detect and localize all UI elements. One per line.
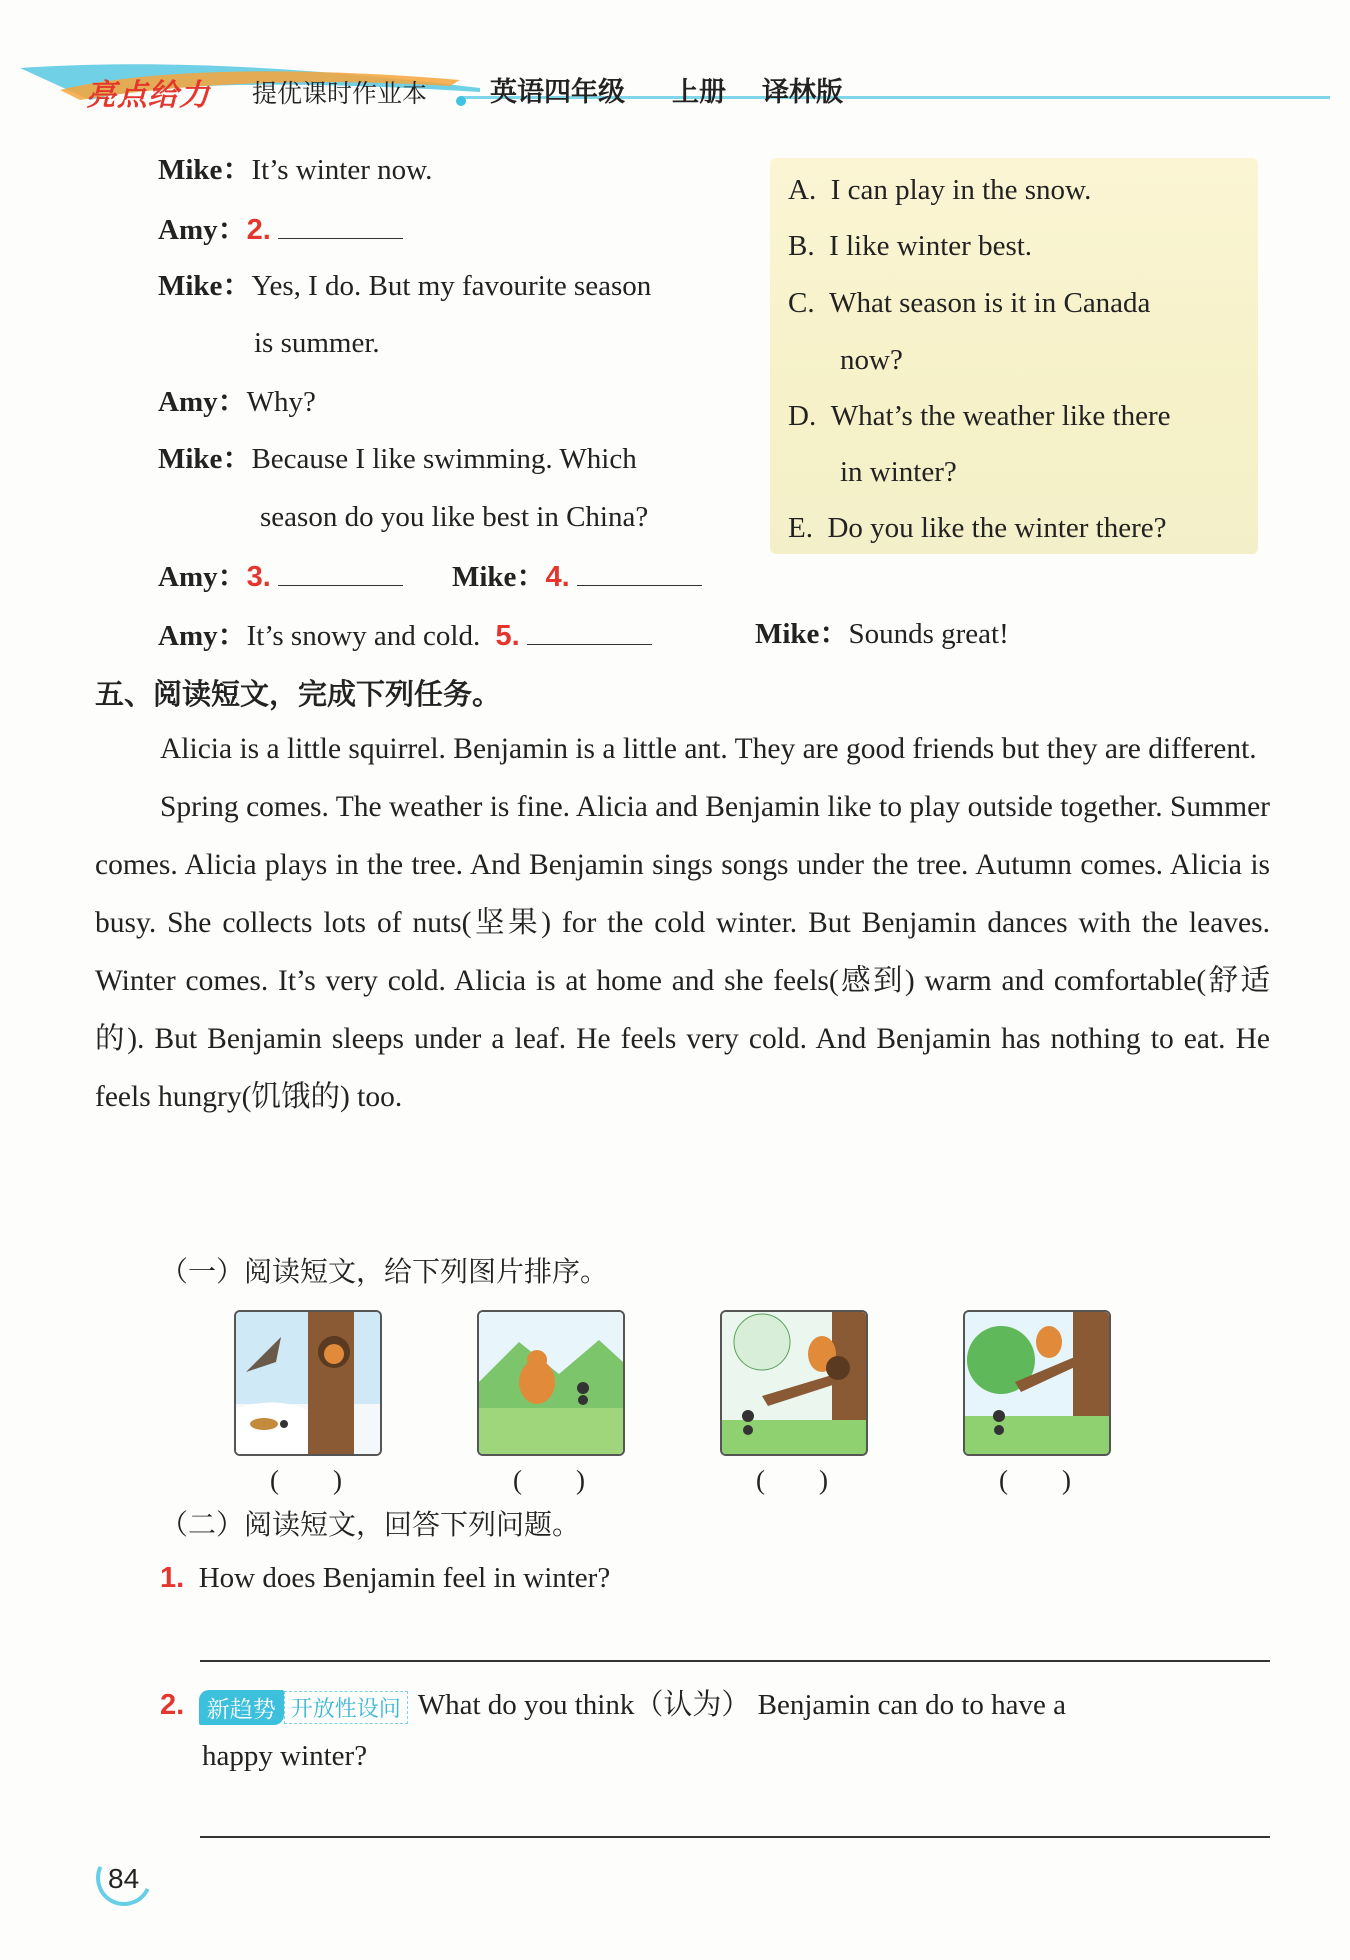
reading-passage xyxy=(95,720,1270,1126)
option-text: What’s the weather like there xyxy=(830,400,1171,432)
picture-winter xyxy=(234,1310,382,1456)
answer-blank[interactable] xyxy=(527,614,652,645)
option-letter: D. xyxy=(788,400,817,432)
header-dot xyxy=(456,96,466,106)
colon: ： xyxy=(217,214,247,246)
dialogue-line xyxy=(158,555,403,597)
answer-blank[interactable] xyxy=(278,208,403,239)
option-e xyxy=(788,508,1167,548)
option-d xyxy=(788,396,1171,436)
colon: ： xyxy=(217,561,247,593)
task-2-instruction: （二）阅读短文，回答下列问题。 xyxy=(160,1508,581,1541)
option-text: I can play in the snow. xyxy=(830,174,1092,206)
speaker: Mike xyxy=(158,443,223,475)
dialogue-line xyxy=(158,614,652,656)
question-1 xyxy=(160,1562,610,1595)
spring-scene-image xyxy=(479,1312,623,1454)
speaker: Amy xyxy=(158,386,218,418)
answer-blank[interactable] xyxy=(577,555,702,586)
blank-number: 4. xyxy=(545,561,570,593)
blank-number: 2. xyxy=(246,214,271,246)
section-title: 五、阅读短文，完成下列任务。 xyxy=(95,677,502,711)
speaker: Mike xyxy=(452,561,517,593)
colon: ： xyxy=(222,154,252,186)
dialogue-text: It’s winter now. xyxy=(251,154,433,186)
dialogue-line xyxy=(158,382,316,422)
speaker: Amy xyxy=(158,561,218,593)
option-text: Do you like the winter there? xyxy=(827,512,1167,544)
colon: ： xyxy=(217,620,247,652)
option-letter: A. xyxy=(788,174,817,206)
dialogue-text: Sounds great! xyxy=(848,618,1009,650)
subject-label: 英语四年级 xyxy=(490,77,625,108)
picture-autumn xyxy=(720,1310,868,1456)
colon: ： xyxy=(516,561,546,593)
picture-spring xyxy=(477,1310,625,1456)
page-header xyxy=(0,0,1350,130)
question-2-continuation: happy winter? xyxy=(202,1740,368,1772)
option-letter: B. xyxy=(788,230,815,262)
option-text: I like winter best. xyxy=(829,230,1033,262)
question-number: 2. xyxy=(160,1689,185,1721)
new-trend-badge: 新趋势 xyxy=(199,1690,284,1725)
autumn-scene-image xyxy=(722,1312,866,1454)
dialogue-line xyxy=(755,614,1009,654)
task-1-instruction: （一）阅读短文，给下列图片排序。 xyxy=(160,1255,609,1288)
dialogue-continuation: season do you like best in China? xyxy=(260,501,649,533)
passage-paragraph: Spring comes. The weather is fine. Alicia and Benjamin like to play outside together. Summer comes. Alicia plays in the tree. And Benjamin sings songs under the tree. Autumn comes. Alicia is busy. She collects lots of nuts(坚果) for the cold winter. But Benjamin dances with the leaves. Winter comes. It’s very cold. Alicia is at home and she feels(感到) warm and comfortable(舒适的). But Benjamin sleeps under a leaf. He feels very cold. And Benjamin has nothing to eat. He feels hungry(饥饿的) too. xyxy=(95,791,1271,1113)
question-2 xyxy=(160,1682,1066,1725)
dialogue-line xyxy=(158,208,403,250)
order-blank[interactable]: ( ) xyxy=(756,1465,828,1495)
blank-number: 5. xyxy=(495,620,520,652)
dialogue-line xyxy=(158,266,651,306)
dialogue-line xyxy=(452,555,702,597)
order-blank[interactable]: ( ) xyxy=(270,1465,342,1495)
option-letter: E. xyxy=(788,512,813,544)
speaker: Mike xyxy=(755,618,820,650)
dialogue-line xyxy=(158,439,637,479)
speaker: Mike xyxy=(158,270,223,302)
question-text: How does Benjamin feel in winter? xyxy=(198,1562,611,1594)
speaker: Amy xyxy=(158,214,218,246)
dialogue-text: Why? xyxy=(246,386,316,418)
speaker: Amy xyxy=(158,620,218,652)
option-b xyxy=(788,226,1032,266)
blank-number: 3. xyxy=(246,561,271,593)
dialogue-continuation: is summer. xyxy=(254,327,380,359)
summer-scene-image xyxy=(965,1312,1109,1454)
colon: ： xyxy=(222,270,252,302)
order-blank[interactable]: ( ) xyxy=(999,1465,1071,1495)
order-blank[interactable]: ( ) xyxy=(513,1465,585,1495)
colon: ： xyxy=(217,386,247,418)
edition-label: 译林版 xyxy=(762,77,843,108)
open-question-badge: 开放性设问 xyxy=(284,1691,408,1724)
winter-scene-image xyxy=(236,1312,380,1454)
colon: ： xyxy=(222,443,252,475)
speaker: Mike xyxy=(158,154,223,186)
dialogue-text: It’s snowy and cold. xyxy=(246,620,481,652)
option-c-continuation: now? xyxy=(840,344,903,376)
option-a xyxy=(788,170,1091,210)
brand-logo: 亮点给力 xyxy=(86,78,210,113)
answer-blank[interactable] xyxy=(278,555,403,586)
option-text: What season is it in Canada xyxy=(829,287,1151,319)
answer-line-1[interactable] xyxy=(200,1660,1270,1662)
volume-label: 上册 xyxy=(672,77,726,108)
colon: ： xyxy=(819,618,849,650)
option-d-continuation: in winter? xyxy=(840,456,957,488)
question-text: What do you think（认为） Benjamin can do to have a xyxy=(417,1689,1067,1721)
dialogue-line xyxy=(158,150,432,190)
option-c xyxy=(788,283,1150,323)
answer-line-2[interactable] xyxy=(200,1836,1270,1838)
dialogue-text: Because I like swimming. Which xyxy=(251,443,637,475)
brand-subtitle: 提优课时作业本 xyxy=(252,79,428,108)
picture-summer xyxy=(963,1310,1111,1456)
page-number: 84 xyxy=(108,1863,140,1894)
question-number: 1. xyxy=(160,1562,185,1594)
option-letter: C. xyxy=(788,287,815,319)
passage-paragraph: Alicia is a little squirrel. Benjamin is a little ant. They are good friends but they are different. xyxy=(160,733,1257,765)
dialogue-text: Yes, I do. But my favourite season xyxy=(251,270,652,302)
